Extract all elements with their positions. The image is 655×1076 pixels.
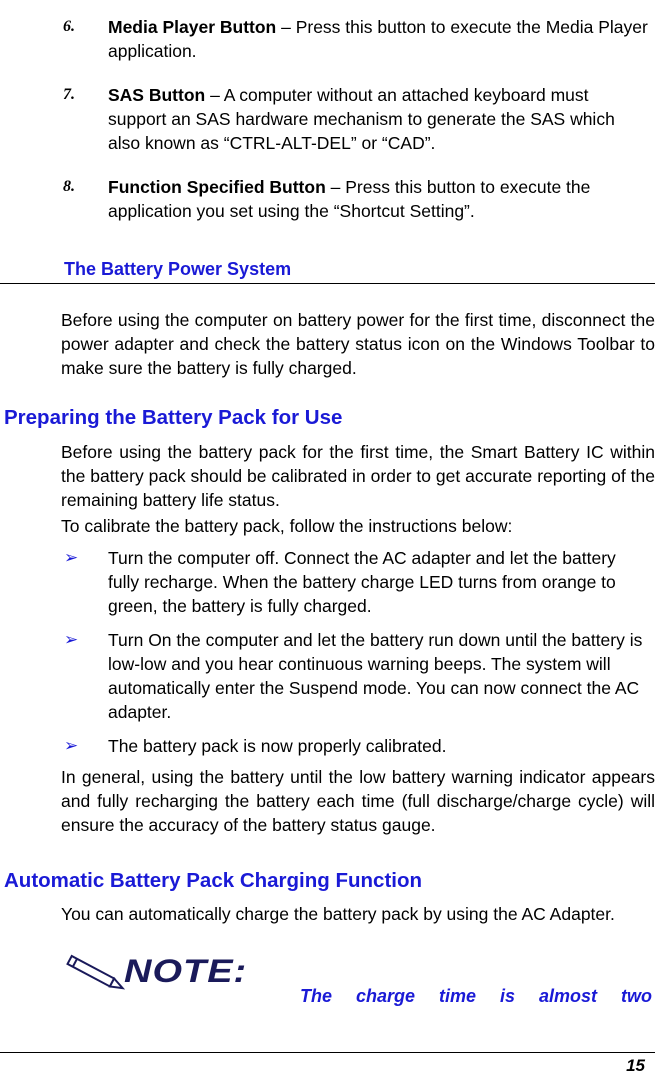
arrow-bullet-icon: ➢ xyxy=(64,630,79,649)
preparing-para-3: In general, using the battery until the low battery warning indicator appears and fully recharging the battery each time (full discharge/charge cycle) will ensure the accuracy of the battery status gauge. xyxy=(61,767,655,835)
note-logo xyxy=(60,952,250,1002)
item-title: Function Specified Button xyxy=(108,177,326,197)
item-text: – A computer without an attached keyboard must support an SAS hardware mechanism to generate the SAS which also known as “CTRL-ALT-DEL” or “CAD”. xyxy=(108,85,615,153)
item-title: Media Player Button xyxy=(108,17,277,37)
item-text: – Press this button to execute the application you set using the “Shortcut Setting”. xyxy=(108,177,591,221)
preparing-para-2: To calibrate the battery pack, follow the instructions below: xyxy=(61,516,513,536)
footer-divider xyxy=(0,1052,655,1053)
item-number: 8. xyxy=(63,178,75,195)
pencil-icon xyxy=(60,954,130,994)
item-number: 6. xyxy=(63,18,75,35)
list-item: Turn the computer off. Connect the AC adapter and let the battery fully recharge. When the battery charge LED turns from orange to green, the battery is fully charged. xyxy=(108,548,616,616)
arrow-bullet-icon: ➢ xyxy=(64,548,79,567)
page-number: 15 xyxy=(626,1056,645,1075)
section-intro: Before using the computer on battery power for the first time, disconnect the power adapter and check the battery status icon on the Windows Toolbar to make sure the battery is fully charged. xyxy=(61,310,655,378)
item-sas-button xyxy=(108,83,648,155)
automatic-para: You can automatically charge the battery pack by using the AC Adapter. xyxy=(61,904,615,924)
automatic-heading: Automatic Battery Pack Charging Function xyxy=(4,869,423,892)
note-logo-text: NOTE: xyxy=(124,954,248,990)
item-media-player-button xyxy=(108,15,648,63)
section-title: The Battery Power System xyxy=(64,259,292,279)
preparing-para-1: Before using the battery pack for the first time, the Smart Battery IC within the battery pack should be calibrated in order to get accurate reporting of the remaining battery life status. xyxy=(61,442,655,510)
preparing-heading: Preparing the Battery Pack for Use xyxy=(4,406,343,429)
list-item: The battery pack is now properly calibrated. xyxy=(108,736,447,756)
item-number: 7. xyxy=(63,86,75,103)
list-item: Turn On the computer and let the battery run down until the battery is low-low and you hear continuous warning beeps. The system will automatically enter the Suspend mode. You can now connect the AC adapter. xyxy=(108,630,643,722)
item-title: SAS Button xyxy=(108,85,206,105)
item-function-specified-button xyxy=(108,175,648,223)
section-divider xyxy=(0,283,655,284)
note-text: The charge time is almost two xyxy=(300,986,652,1006)
item-text: – Press this button to execute the Media Player application. xyxy=(108,17,648,61)
arrow-bullet-icon: ➢ xyxy=(64,736,79,755)
